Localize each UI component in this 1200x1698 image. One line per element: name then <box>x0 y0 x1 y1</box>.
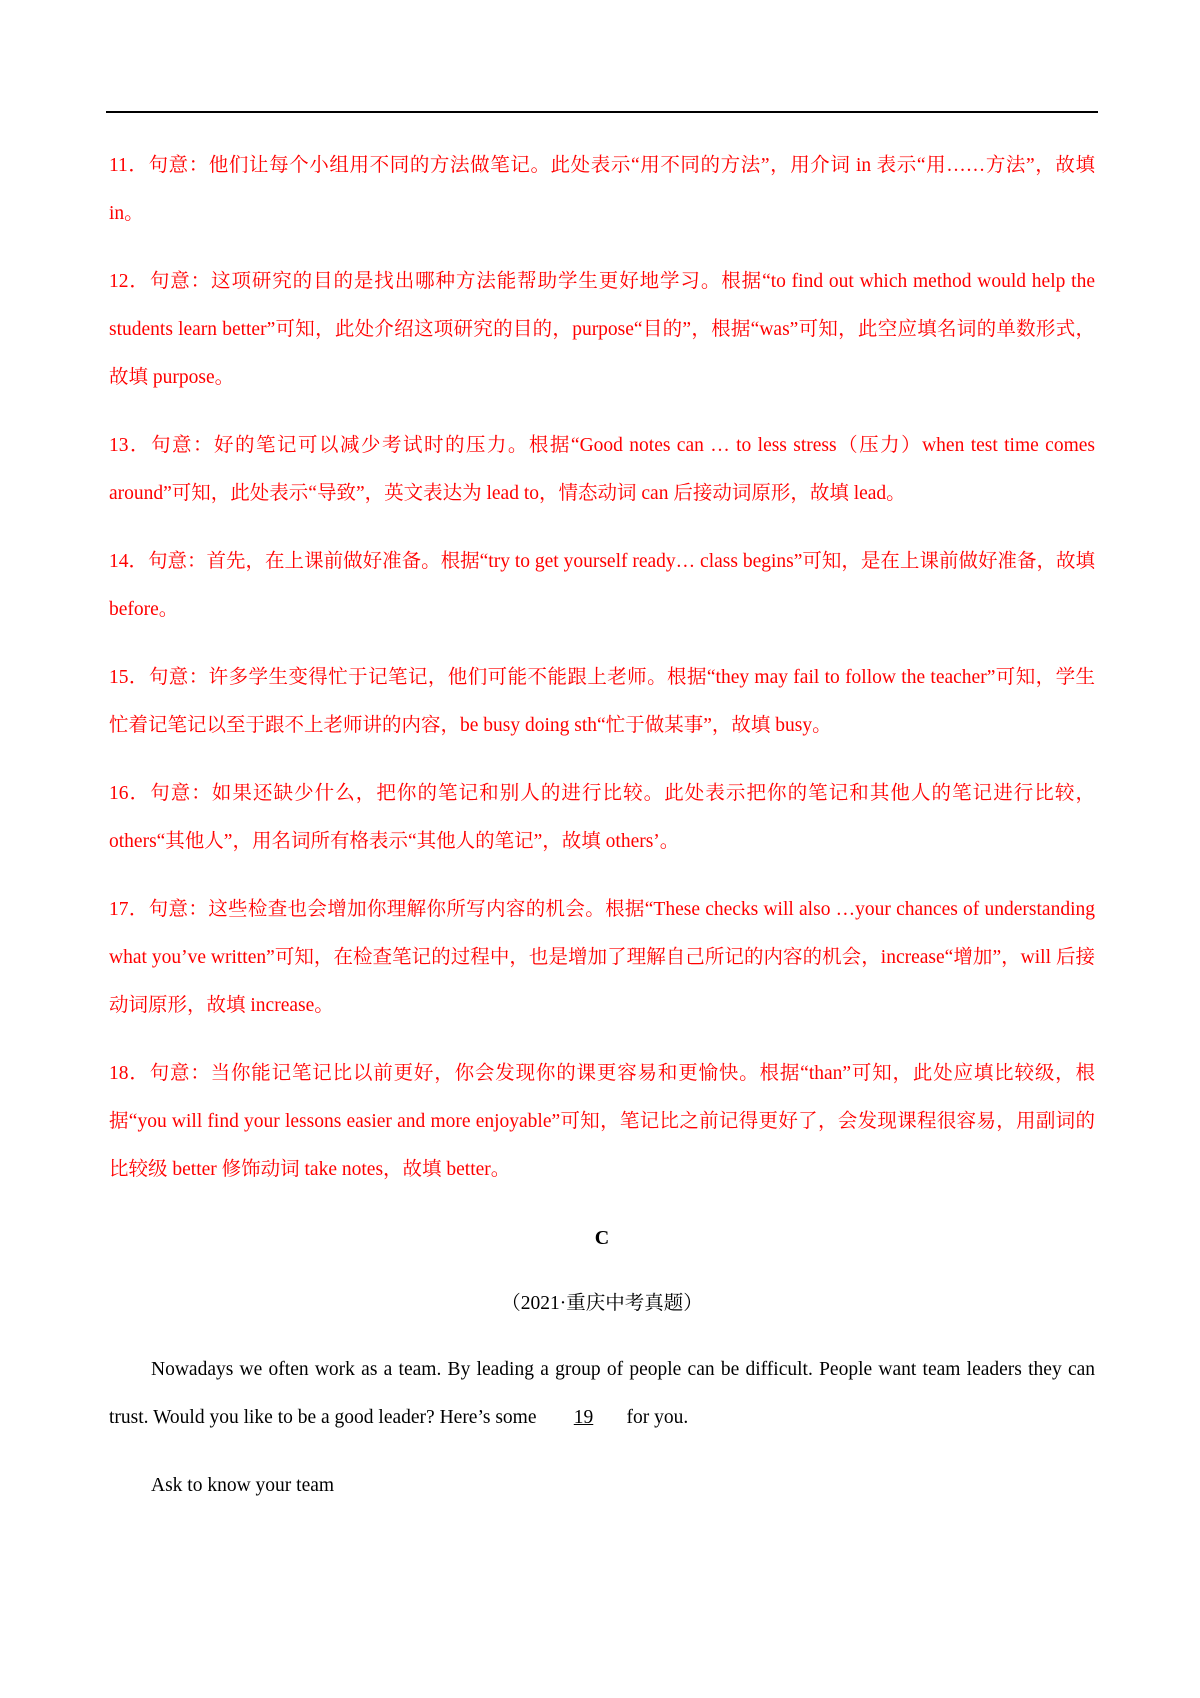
exam-source: （2021·重庆中考真题） <box>501 1293 703 1314</box>
header-rule <box>106 111 1098 113</box>
passage-subheading: Ask to know your team <box>151 1475 335 1496</box>
passage-text-before-blank: Nowadays we often work as a team. By leading a group of people can be difficult. People want team leaders they can trust. Would you like to be a good leader? Here’s some <box>109 1359 1095 1428</box>
blank-19: 19 <box>573 1407 594 1428</box>
page-content <box>109 142 1095 1510</box>
answer-16: 16．句意：如果还缺少什么，把你的笔记和别人的进行比较。此处表示把你的笔记和其他人的笔记进行比较，others“其他人”，用名词所有格表示“其他人的笔记”，故填 others’。 <box>109 783 1095 852</box>
answer-12: 12．句意：这项研究的目的是找出哪种方法能帮助学生更好地学习。根据“to find out which method would help the students learn better”可知，此处介绍这项研究的目的，purpose“目的”，根据“was”可知，此空应填名词的单数形式，故填 purpose。 <box>109 271 1095 388</box>
answer-13: 13．句意：好的笔记可以减少考试时的压力。根据“Good notes can … to less stress（压力）when test time comes around”可知，此处表示“导致”，英文表达为 lead to，情态动词 can 后接动词原形，故填 lead。 <box>109 435 1095 504</box>
passage-text-after-blank: for you. <box>626 1407 689 1428</box>
answer-17: 17．句意：这些检查也会增加你理解你所写内容的机会。根据“These checks will also …your chances of understanding what you’ve written”可知，在检查笔记的过程中，也是增加了理解自己所记的内容的机会，increase“增加”，will 后接动词原形，故填 increase。 <box>109 899 1095 1016</box>
answer-11: 11．句意：他们让每个小组用不同的方法做笔记。此处表示“用不同的方法”，用介词 in 表示“用……方法”，故填 in。 <box>109 155 1095 224</box>
answer-14: 14．句意：首先，在上课前做好准备。根据“try to get yourself ready… class begins”可知，是在上课前做好准备，故填 before。 <box>109 551 1095 620</box>
section-heading: C <box>594 1227 610 1249</box>
answer-15: 15．句意：许多学生变得忙于记笔记，他们可能不能跟上老师。根据“they may fail to follow the teacher”可知，学生忙着记笔记以至于跟不上老师讲的内容，be busy doing sth“忙于做某事”，故填 busy。 <box>109 667 1095 736</box>
answer-18: 18．句意：当你能记笔记比以前更好，你会发现你的课更容易和更愉快。根据“than”可知，此处应填比较级，根据“you will find your lessons easier and more enjoyable”可知，笔记比之前记得更好了，会发现课程很容易，用副词的比较级 better 修饰动词 take notes，故填 better。 <box>109 1063 1095 1180</box>
passage-paragraph-1 <box>109 1346 1095 1442</box>
